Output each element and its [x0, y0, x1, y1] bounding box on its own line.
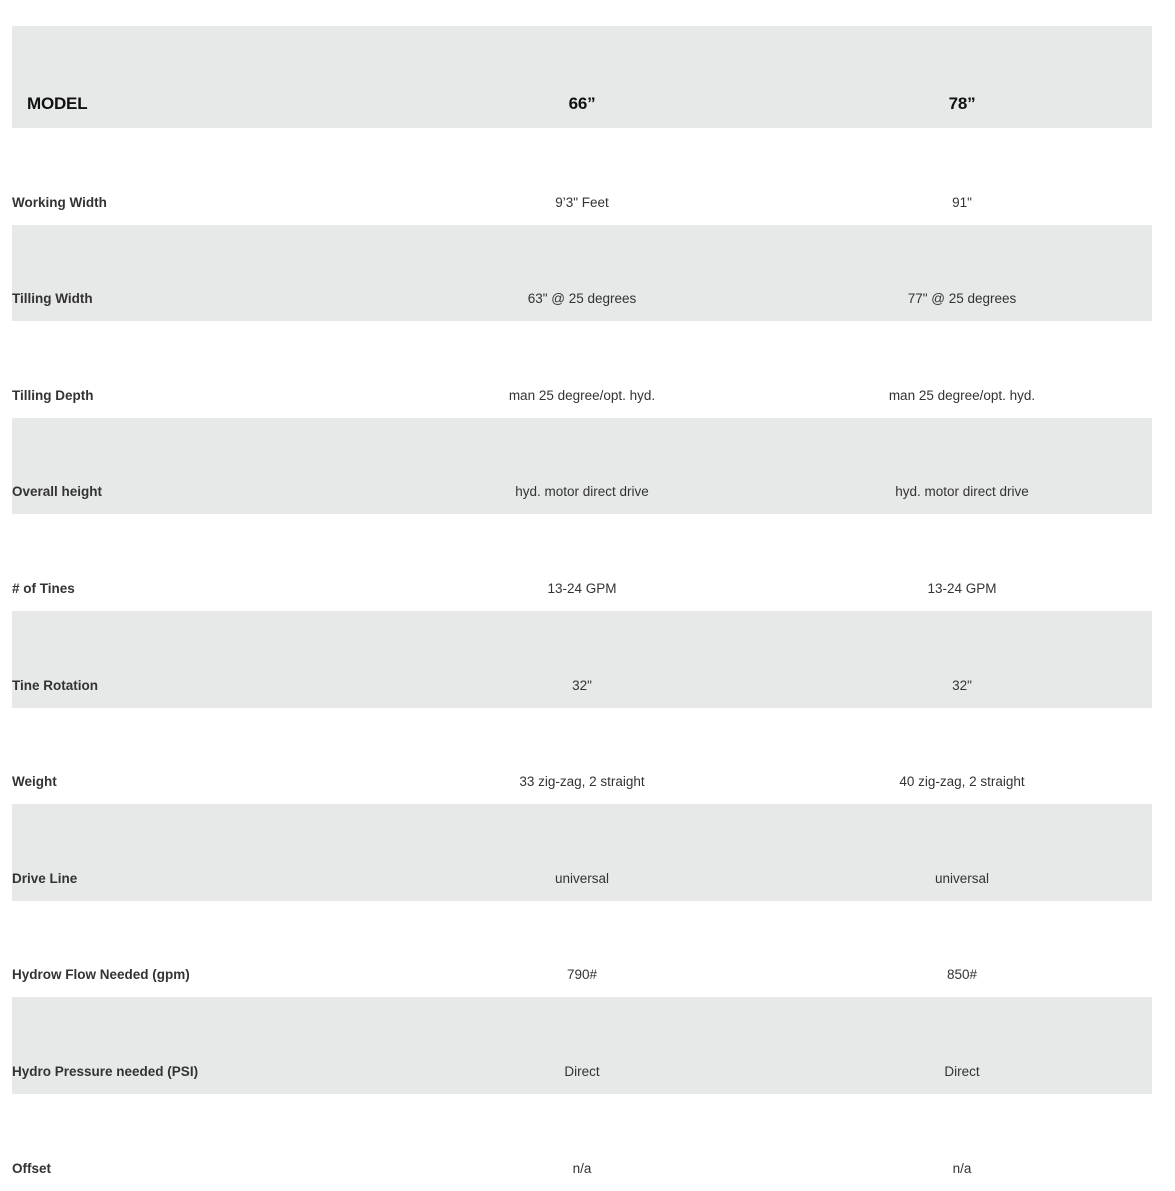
row-value-66: 63" @ 25 degrees [392, 225, 772, 322]
row-label: Working Width [12, 194, 107, 210]
table-row [12, 1094, 1152, 1191]
row-value-66: hyd. motor direct drive [392, 418, 772, 515]
row-label: Tilling Depth [12, 387, 94, 403]
table-row [12, 804, 1152, 901]
row-value-66: 9’3" Feet [555, 194, 609, 210]
table-row [12, 901, 1152, 998]
table-row [12, 418, 1152, 515]
table-row [12, 225, 1152, 322]
header-model-label: MODEL [12, 26, 392, 128]
header-row [12, 26, 1152, 128]
spec-table [12, 26, 1152, 1191]
table-row [12, 128, 1152, 225]
row-label: Hydrow Flow Needed (gpm) [12, 967, 190, 983]
row-value-78: 40 zig-zag, 2 straight [899, 774, 1025, 790]
row-label: Tine Rotation [12, 611, 392, 708]
table-row [12, 321, 1152, 418]
row-value-78: 850# [946, 967, 978, 983]
header-model-66: 66” [392, 26, 772, 128]
table-row [12, 514, 1152, 611]
header-model-78: 78” [772, 26, 1152, 128]
row-value-78: man 25 degree/opt. hyd. [888, 387, 1036, 403]
row-value-66: 33 zig-zag, 2 straight [519, 774, 645, 790]
row-value-66: 13-24 GPM [547, 580, 617, 596]
row-value-66: 790# [566, 967, 598, 983]
row-value-66: Direct [392, 997, 772, 1094]
row-value-66: 32" [392, 611, 772, 708]
row-label: # of Tines [12, 580, 75, 596]
row-value-78: Direct [772, 997, 1152, 1094]
row-value-78: 13-24 GPM [927, 580, 997, 596]
row-value-66: man 25 degree/opt. hyd. [508, 387, 656, 403]
row-label: Hydro Pressure needed (PSI) [12, 997, 392, 1094]
row-label: Drive Line [12, 804, 392, 901]
row-value-78: n/a [952, 1160, 972, 1176]
row-value-78: 91" [952, 194, 972, 210]
row-value-66: n/a [572, 1160, 592, 1176]
row-label: Weight [12, 774, 57, 790]
table-row [12, 611, 1152, 708]
spec-table-body [12, 26, 1152, 1191]
row-value-78: hyd. motor direct drive [772, 418, 1152, 515]
row-label: Offset [12, 1160, 52, 1176]
row-value-66: universal [392, 804, 772, 901]
table-row [12, 997, 1152, 1094]
row-value-78: 77" @ 25 degrees [772, 225, 1152, 322]
row-label: Overall height [12, 418, 392, 515]
row-label: Tilling Width [12, 225, 392, 322]
row-value-78: 32" [772, 611, 1152, 708]
row-value-78: universal [772, 804, 1152, 901]
table-row [12, 708, 1152, 805]
